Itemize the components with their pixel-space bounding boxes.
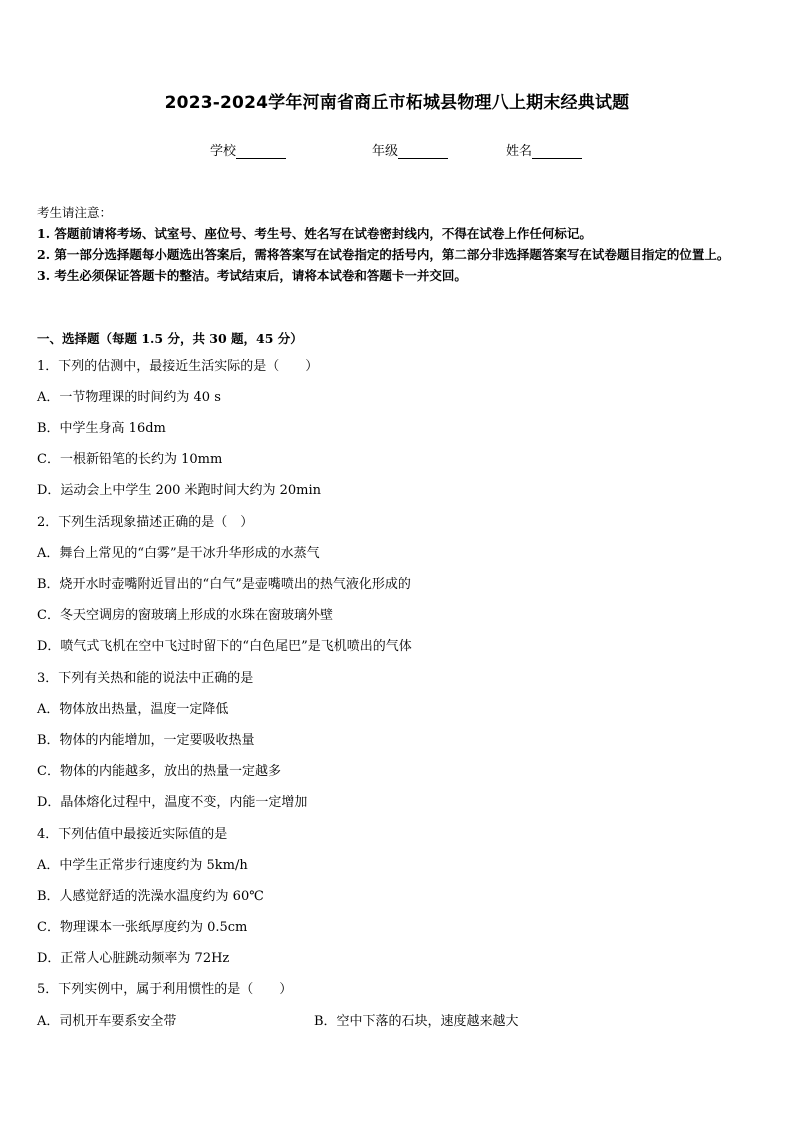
name-field [506, 140, 582, 159]
question-option: B．烧开水时壶嘴附近冒出的“白气”是壶嘴喷出的热气液化形成的 [37, 577, 411, 592]
grade-field [372, 140, 448, 159]
grade-blank[interactable] [398, 144, 448, 159]
name-blank[interactable] [532, 144, 582, 159]
question-option: D．运动会上中学生 200 米跑时间大约为 20min [37, 483, 322, 498]
exam-title: 2023-2024学年河南省商丘市柘城县物理八上期末经典试题 [164, 93, 630, 113]
notice-item: 3. 考生必须保证答题卡的整洁。考试结束后，请将本试卷和答题卡一并交回。 [37, 268, 467, 283]
question-option: B．空中下落的石块，速度越来越大 [314, 1014, 519, 1029]
question-option: A．一节物理课的时间约为 40 s [37, 390, 221, 405]
question-option: C．物理课本一张纸厚度约为 0.5cm [37, 920, 248, 935]
notice-block [37, 202, 762, 286]
question-option: B．人感觉舒适的洗澡水温度约为 60℃ [37, 889, 264, 904]
question-option: D．正常人心脏跳动频率为 72Hz [37, 951, 230, 966]
question-stem: 3．下列有关热和能的说法中正确的是 [37, 671, 254, 686]
question-option: A．司机开车要系安全带 [37, 1014, 177, 1029]
grade-label: 年级 [372, 144, 399, 159]
question-stem: 5．下列实例中，属于利用惯性的是（ ） [37, 982, 293, 997]
question-stem: 4．下列估值中最接近实际值的是 [37, 827, 228, 842]
question-option: B．物体的内能增加，一定要吸收热量 [37, 733, 255, 748]
notice-item: 1. 答题前请将考场、试室号、座位号、考生号、姓名写在试卷密封线内，不得在试卷上作任何标记。 [37, 226, 592, 241]
question-option: C．物体的内能越多，放出的热量一定越多 [37, 764, 281, 779]
question-option: D．晶体熔化过程中，温度不变，内能一定增加 [37, 795, 308, 810]
question-option: C．一根新铅笔的长约为 10mm [37, 452, 223, 467]
section-heading: 一、选择题（每题 1.5 分，共 30 题，45 分） [37, 331, 303, 346]
question-option: C．冬天空调房的窗玻璃上形成的水珠在窗玻璃外壁 [37, 608, 333, 623]
school-blank[interactable] [236, 144, 286, 159]
question-stem: 2．下列生活现象描述正确的是（ ） [37, 515, 254, 530]
school-label: 学校 [210, 144, 237, 159]
notice-heading: 考生请注意： [37, 205, 113, 220]
question-option: B．中学生身高 16dm [37, 421, 166, 436]
question-option: A．舞台上常见的“白雾”是干冰升华形成的水蒸气 [37, 546, 320, 561]
question-option: A．物体放出热量，温度一定降低 [37, 702, 229, 717]
name-label: 姓名 [506, 144, 533, 159]
question-stem: 1．下列的估测中，最接近生活实际的是（ ） [37, 359, 319, 374]
school-field [210, 140, 286, 159]
notice-item: 2. 第一部分选择题每小题选出答案后，需将答案写在试卷指定的括号内，第二部分非选择题答案写在试卷题目指定的位置上。 [37, 247, 730, 262]
question-option: A．中学生正常步行速度约为 5km/h [37, 858, 248, 873]
question-option: D．喷气式飞机在空中飞过时留下的“白色尾巴”是飞机喷出的气体 [37, 639, 412, 654]
